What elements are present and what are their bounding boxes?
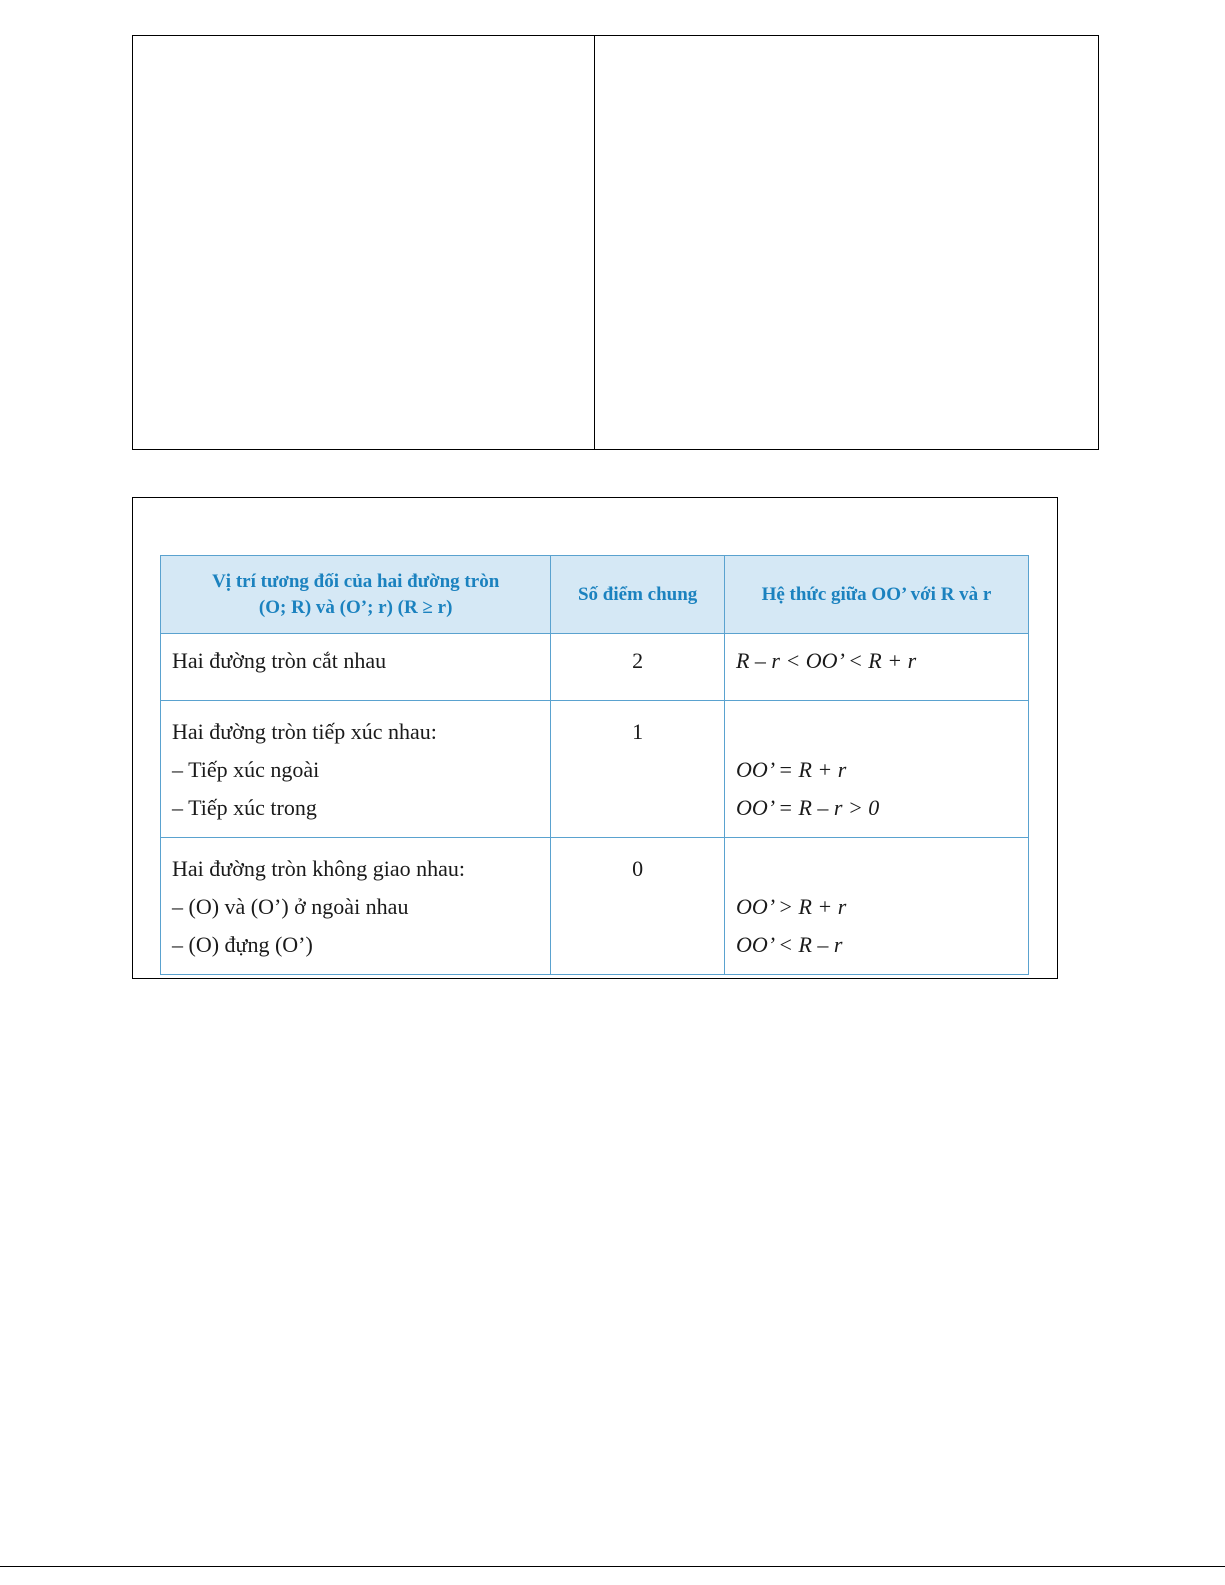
position-line: Hai đường tròn không giao nhau: [172, 856, 466, 881]
relation-line [736, 888, 1028, 926]
relation-formula: R – r < OO’ < R + r [735, 648, 917, 673]
column-divider [594, 36, 595, 449]
header-position-line2: (O; R) và (O’; r) (R ≥ r) [258, 596, 453, 618]
relation-formula: OO’ < R – r [735, 932, 843, 957]
position-line: – Tiếp xúc trong [172, 795, 317, 820]
position-line: – (O) đựng (O’) [172, 932, 313, 957]
position-cell [161, 634, 551, 701]
position-line: Hai đường tròn cắt nhau [172, 648, 387, 673]
relation-line [736, 926, 1028, 964]
spacer [736, 713, 1028, 751]
header-position-line1: Vị trí tương đối của hai đường tròn [212, 570, 500, 592]
relation-formula: OO’ = R + r [735, 757, 847, 782]
relation-line [736, 642, 1028, 680]
common-points-cell: 0 [551, 838, 725, 975]
relation-cell [724, 634, 1028, 701]
position-cell [161, 701, 551, 838]
position-cell [161, 838, 551, 975]
relation-formula: OO’ = R – r > 0 [735, 795, 880, 820]
table-row [161, 838, 1029, 975]
common-points-cell: 1 [551, 701, 725, 838]
table-header-row [161, 556, 1029, 634]
table-row [161, 634, 1029, 701]
relation-cell [724, 701, 1028, 838]
relation-cell [724, 838, 1028, 975]
header-common-points: Số điểm chung [551, 556, 725, 634]
table-row [161, 701, 1029, 838]
circle-relative-position-table [160, 555, 1029, 975]
header-relation: Hệ thức giữa OO’ với R và r [724, 556, 1028, 634]
table-frame [132, 497, 1058, 979]
position-line: – (O) và (O’) ở ngoài nhau [172, 894, 409, 919]
empty-two-column-box [132, 35, 1099, 450]
page-bottom-rule [0, 1566, 1225, 1567]
header-position [161, 556, 551, 634]
common-points-cell: 2 [551, 634, 725, 701]
spacer [736, 850, 1028, 888]
position-line: – Tiếp xúc ngoài [172, 757, 320, 782]
relation-formula: OO’ > R + r [735, 894, 847, 919]
relation-line [736, 751, 1028, 789]
relation-line [736, 789, 1028, 827]
position-line: Hai đường tròn tiếp xúc nhau: [172, 719, 437, 744]
